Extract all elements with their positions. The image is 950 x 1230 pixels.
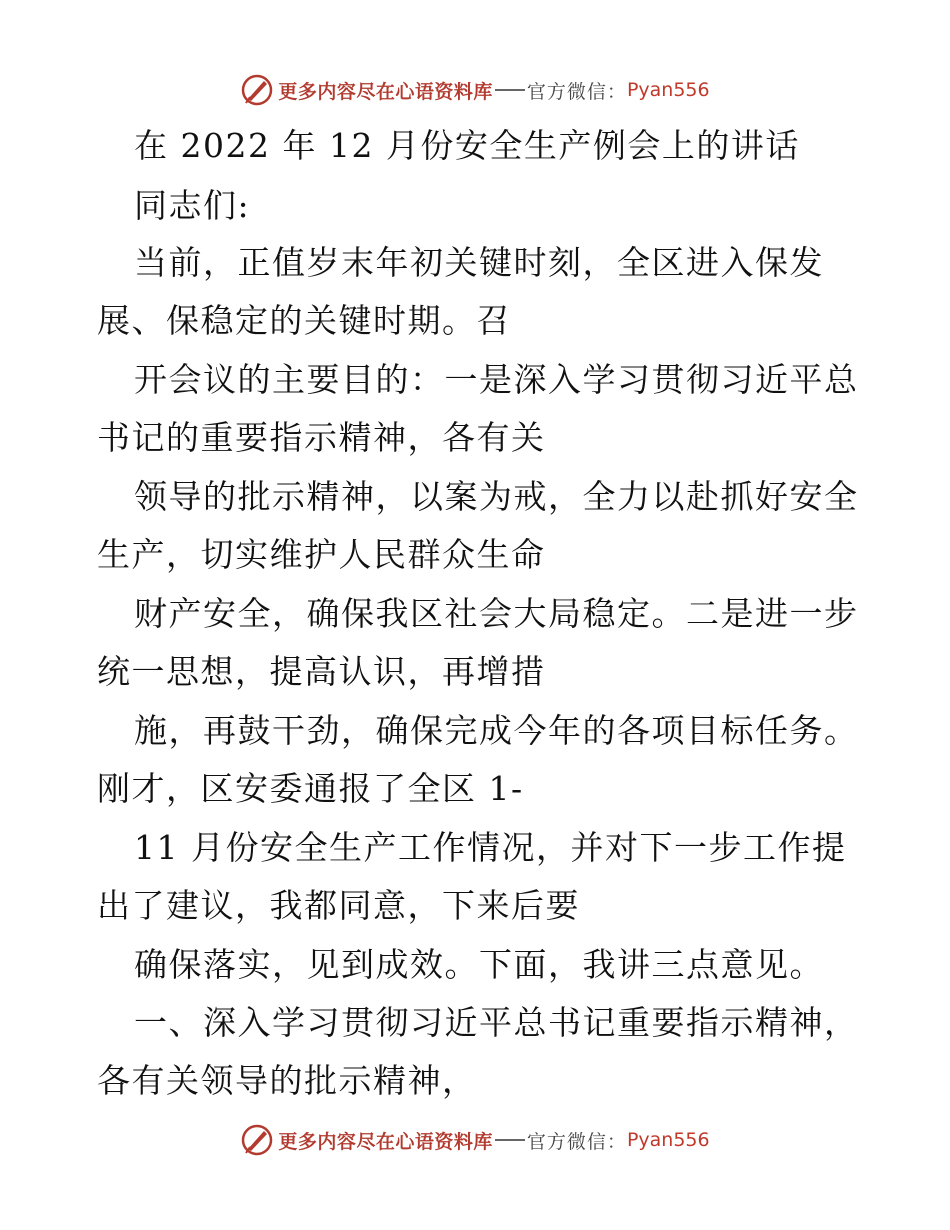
header-banner — [0, 70, 950, 110]
paragraph-line: 开会议的主要目的：一是深入学习贯彻习近平总 — [134, 360, 859, 399]
header-wechat-id: Pyan556 — [626, 79, 710, 101]
paragraph-line: 确保落实，见到成效。下面，我讲三点意见。 — [134, 945, 824, 984]
paragraph-line: 刚才，区安委通报了全区 1- — [97, 769, 524, 808]
quill-logo-icon — [240, 1123, 274, 1157]
header-separator — [495, 89, 525, 91]
footer-banner — [0, 1120, 950, 1160]
footer-official-label: 官方微信： — [526, 1130, 627, 1153]
paragraph-line: 11 月份安全生产工作情况，并对下一步工作提 — [134, 828, 847, 867]
header-brand-text: 更多内容尽在心语资料库 — [278, 80, 493, 103]
paragraph-line: 展、保稳定的关键时期。召 — [97, 301, 511, 340]
paragraph-line: 当前，正值岁末年初关键时刻，全区进入保发 — [134, 243, 824, 282]
footer-separator — [495, 1139, 525, 1141]
paragraph-line: 各有关领导的批示精神， — [97, 1061, 477, 1100]
salutation: 同志们: — [134, 186, 251, 225]
paragraph-line: 领导的批示精神，以案为戒，全力以赴抓好安全 — [134, 477, 859, 516]
footer-brand-text: 更多内容尽在心语资料库 — [278, 1130, 493, 1153]
paragraph-line: 施，再鼓干劲，确保完成今年的各项目标任务。 — [134, 711, 859, 750]
paragraph-line: 生产，切实维护人民群众生命 — [97, 535, 546, 574]
document-title: 在 2022 年 12 月份安全生产例会上的讲话 — [134, 126, 800, 165]
paragraph-line: 统一思想，提高认识，再增措 — [97, 652, 546, 691]
section-heading: 一、深入学习贯彻习近平总书记重要指示精神， — [134, 1003, 859, 1042]
footer-wechat-id: Pyan556 — [626, 1129, 710, 1151]
quill-logo-icon — [240, 73, 274, 107]
paragraph-line: 财产安全，确保我区社会大局稳定。二是进一步 — [134, 594, 859, 633]
paragraph-line: 书记的重要指示精神，各有关 — [97, 418, 546, 457]
paragraph-line: 出了建议，我都同意，下来后要 — [97, 886, 580, 925]
header-official-label: 官方微信： — [526, 80, 627, 103]
